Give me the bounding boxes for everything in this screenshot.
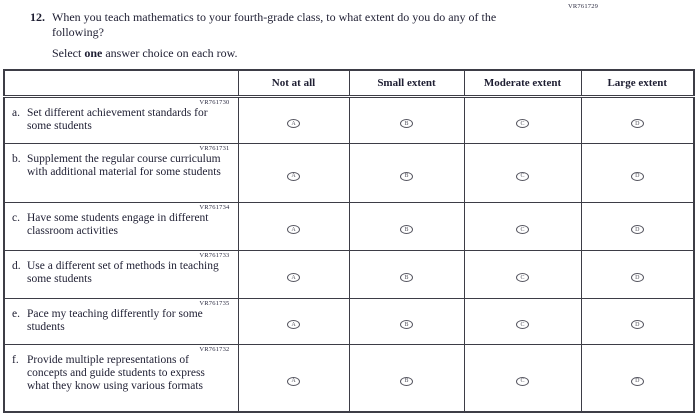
bubble-not-at-all[interactable]: [287, 225, 300, 234]
bubble-letter: B: [404, 120, 409, 127]
bubble-moderate-extent[interactable]: [516, 172, 529, 181]
bubble-small-extent[interactable]: [400, 225, 413, 234]
bubble-not-at-all[interactable]: [287, 273, 300, 282]
answer-cell: [464, 251, 581, 299]
table-row: [4, 144, 694, 203]
bubble-letter: A: [291, 378, 296, 384]
row-text: Use a different set of methods in teaching some students: [27, 260, 219, 285]
bubble-letter: D: [635, 226, 640, 233]
bubble-moderate-extent[interactable]: [516, 225, 529, 234]
bubble-small-extent[interactable]: [400, 273, 413, 282]
row-stem-cell: [4, 97, 238, 144]
bubble-letter: B: [404, 321, 409, 328]
bubble-letter: A: [291, 120, 296, 127]
row-text: Pace my teaching differently for some students: [27, 308, 203, 333]
bubble-letter: A: [291, 173, 296, 179]
row-text: Supplement the regular course curriculum with additional material for some students: [27, 153, 221, 178]
bubble-not-at-all[interactable]: [287, 119, 300, 128]
bubble-not-at-all[interactable]: [287, 320, 300, 329]
row-code: VR761735: [199, 300, 230, 307]
row-statement: [12, 212, 230, 238]
bubble-small-extent[interactable]: [400, 119, 413, 128]
bubble-moderate-extent[interactable]: [516, 377, 529, 386]
bubble-letter: A: [291, 274, 296, 281]
bubble-letter: D: [635, 173, 640, 179]
answer-cell: [581, 299, 694, 345]
answer-cell: [581, 251, 694, 299]
column-header-small-extent: Small extent: [349, 70, 464, 97]
answer-cell: [238, 97, 349, 144]
instruction-text-pre: Select: [52, 46, 85, 60]
column-header-not-at-all: Not at all: [238, 70, 349, 97]
bubble-large-extent[interactable]: [631, 119, 644, 128]
bubble-letter: D: [635, 120, 640, 127]
bubble-letter: A: [291, 321, 296, 328]
table-row: [4, 97, 694, 144]
row-letter: e.: [12, 308, 20, 320]
bubble-letter: B: [404, 173, 409, 179]
answer-cell: [464, 97, 581, 144]
row-letter: d.: [12, 260, 21, 272]
answer-cell: [464, 144, 581, 203]
row-statement: [12, 308, 230, 334]
answer-cell: [581, 203, 694, 251]
question-text: When you teach mathematics to your fourth-grade class, to what extent do you do any of the following?: [52, 10, 497, 39]
bubble-letter: B: [404, 274, 409, 281]
bubble-small-extent[interactable]: [400, 377, 413, 386]
question-number: 12.: [30, 10, 45, 24]
table-row: [4, 203, 694, 251]
bubble-large-extent[interactable]: [631, 320, 644, 329]
bubble-letter: C: [520, 120, 525, 127]
row-text: Set different achievement standards for some students: [27, 107, 208, 132]
instruction-text-post: answer choice on each row.: [102, 46, 238, 60]
row-code: VR761734: [199, 204, 230, 211]
page-code: VR761729: [568, 3, 599, 10]
answer-cell: [464, 203, 581, 251]
bubble-letter: C: [520, 321, 525, 328]
bubble-letter: C: [520, 226, 525, 233]
bubble-letter: C: [520, 378, 525, 384]
bubble-moderate-extent[interactable]: [516, 119, 529, 128]
answer-cell: [464, 299, 581, 345]
table-row: [4, 251, 694, 299]
header-row: [4, 70, 694, 97]
row-stem-cell: [4, 299, 238, 345]
row-code: VR761732: [199, 346, 230, 353]
bubble-not-at-all[interactable]: [287, 377, 300, 386]
bubble-letter: B: [404, 378, 409, 384]
row-letter: f.: [12, 354, 19, 366]
column-header-moderate-extent: Moderate extent: [464, 70, 581, 97]
row-letter: c.: [12, 212, 20, 224]
instruction-text-bold: one: [84, 46, 103, 60]
column-header-large-extent: Large extent: [581, 70, 694, 97]
bubble-large-extent[interactable]: [631, 377, 644, 386]
bubble-letter: D: [635, 321, 640, 328]
bubble-letter: D: [635, 378, 640, 384]
row-text: Have some students engage in different classroom activities: [27, 212, 209, 237]
answer-cell: [349, 251, 464, 299]
table-row: [4, 299, 694, 345]
response-table: [3, 69, 695, 413]
bubble-letter: D: [635, 274, 640, 281]
answer-cell: [349, 144, 464, 203]
bubble-small-extent[interactable]: [400, 172, 413, 181]
row-code: VR761730: [199, 99, 230, 106]
answer-cell: [238, 299, 349, 345]
row-code: VR761731: [199, 145, 230, 152]
row-letter: a.: [12, 107, 20, 119]
answer-cell: [349, 97, 464, 144]
row-statement: [12, 260, 230, 286]
row-statement: [12, 354, 230, 393]
bubble-letter: A: [291, 226, 296, 233]
answer-cell: [581, 97, 694, 144]
stem-header-cell: [4, 70, 238, 97]
bubble-moderate-extent[interactable]: [516, 273, 529, 282]
bubble-letter: C: [520, 274, 525, 281]
answer-cell: [238, 144, 349, 203]
answer-cell: [349, 299, 464, 345]
row-stem-cell: [4, 144, 238, 203]
bubble-large-extent[interactable]: [631, 273, 644, 282]
row-code: VR761733: [199, 252, 230, 259]
answer-cell: [238, 203, 349, 251]
bubble-moderate-extent[interactable]: [516, 320, 529, 329]
row-statement: [12, 107, 230, 133]
bubble-large-extent[interactable]: [631, 225, 644, 234]
row-stem-cell: [4, 251, 238, 299]
answer-cell: [349, 203, 464, 251]
row-stem-cell: [4, 203, 238, 251]
bubble-large-extent[interactable]: [631, 172, 644, 181]
bubble-letter: B: [404, 226, 409, 233]
bubble-not-at-all[interactable]: [287, 172, 300, 181]
answer-cell: [581, 144, 694, 203]
row-text: Provide multiple representations of concepts and guide students to express what they know using various formats: [27, 354, 205, 392]
row-letter: b.: [12, 153, 21, 165]
bubble-small-extent[interactable]: [400, 320, 413, 329]
row-statement: [12, 153, 230, 179]
bubble-letter: C: [520, 173, 525, 179]
answer-cell: [238, 251, 349, 299]
question-instruction: [52, 46, 238, 61]
